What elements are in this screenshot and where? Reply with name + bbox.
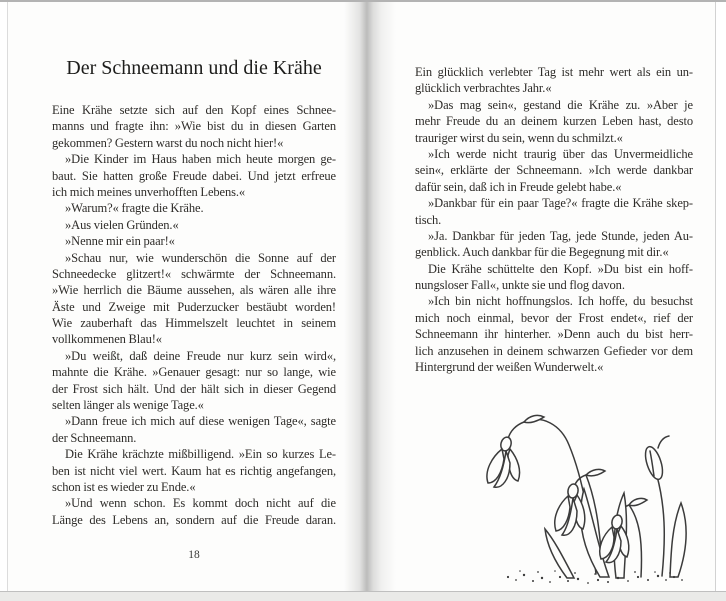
snowdrop-bud [642, 445, 666, 482]
body-line: Schneemann ihr hinterher. »Denn auch du bist herr- [415, 327, 693, 342]
body-line: »Dankbar für ein paar Tage?« fragte die Krähe skep- [428, 196, 693, 211]
body-line: tisch. [415, 212, 442, 227]
body-line: »Schau nur, wie wunderschön die Sonne auf der [65, 250, 336, 265]
body-line: Äste und Zweige mit Puderzucker bestäubt worden! [52, 299, 336, 314]
body-line: »Dann freue ich mich auf diese wenigen Tage«, sagte [65, 414, 336, 429]
right-page-edge [715, 2, 716, 591]
body-line: Die Krähe krächzte mißbilligend. »Ein so kurzes Le- [65, 447, 336, 462]
left-page-text [52, 102, 336, 528]
ground-speckles [507, 570, 683, 584]
stem-4 [657, 476, 664, 576]
right-page-text [415, 64, 693, 375]
body-line: »Aus vielen Gründen.« [65, 217, 179, 232]
body-line: dafür sein, daß ich in Freude gelebt habe.« [415, 179, 622, 194]
body-line: trauriger wirst du sein, wenn du schmilzt.« [415, 130, 623, 145]
body-line: »Ich werde nicht traurig über das Unvermeidliche [428, 146, 693, 161]
body-line: schon ist es wieder zu Ende.« [52, 479, 196, 494]
body-line: gekommen? Gestern warst du noch nicht hier!« [52, 135, 284, 150]
body-line: nungsloser Fall«, unkte sie und flog davon. [415, 278, 625, 293]
body-line: ich mich meines unverhofften Lebens.« [52, 184, 246, 199]
snowdrop-flower [487, 436, 520, 487]
page-number: 18 [188, 549, 200, 561]
stem-3 [629, 505, 642, 577]
book-top-edge [0, 0, 726, 2]
snowdrop-flower [555, 483, 585, 535]
body-line: Länge des Lebens an, sondern auf die Freude daran. [52, 512, 336, 527]
body-line: Eine Krähe setzte sich auf den Kopf eines Schnee- [52, 103, 336, 117]
body-line: glücklich verbrachtes Jahr.« [415, 81, 552, 96]
body-line: mehr Freude du an deinem kurzen Leben hast, desto [415, 114, 693, 129]
body-line: Hintergrund der weißen Wunderwelt.« [415, 360, 604, 375]
left-page-edge [7, 2, 8, 591]
body-line: baut. Sie hatten große Freude dabei. Und jetzt erfreue [52, 168, 336, 183]
body-line: genblick. Auch dankbar für die Begegnung mit dir.« [415, 245, 669, 260]
body-line: »Das mag sein«, gestand die Krähe zu. »Aber je [428, 97, 693, 112]
body-line: »Ich bin nicht hoffnungslos. Ich hoffe, du besuchst [428, 294, 693, 309]
body-line: lich anzusehen in deinem schwarzen Gefieder vor dem [415, 343, 693, 358]
body-line: Die Krähe schüttelte den Kopf. »Du bist ein hoff- [428, 261, 693, 276]
body-line: manns und fragte ihn: »Wie bist du in diesen Garten [52, 119, 336, 134]
snowdrop-illustration [450, 380, 708, 592]
body-line: »Ja. Dankbar für jeden Tag, jede Stunde, jeden Au- [428, 228, 693, 243]
body-line: der Schneemann. [52, 430, 137, 445]
body-line: Schneedecke glitzert!« schwärmte der Schneemann. [52, 266, 336, 281]
body-line: »Wie herrlich die Bäume aussehen, als wären alle ihre [52, 283, 336, 298]
body-line: »Warum?« fragte die Krähe. [65, 201, 204, 216]
body-line: vollkommenen Blau!« [52, 332, 162, 347]
leaf [670, 503, 686, 577]
spine-shadow [344, 2, 396, 591]
body-line: »Nenne mir ein paar!« [65, 234, 175, 249]
leaf [545, 529, 574, 578]
body-line: mich noch einmal, bevor der Frost endet«, rief der [415, 310, 693, 325]
body-line: Wie zauberhaft das Himmelszelt leuchtet in seinem [52, 316, 336, 331]
chapter-title: Der Schneemann und die Krähe [66, 57, 322, 79]
body-line: »Du weißt, daß deine Freude nur kurz sein wird«, [65, 348, 336, 363]
body-line: Ein glücklich verlebter Tag ist mehr wert als ein un- [415, 65, 693, 79]
body-line: sein«, erklärte der Schneemann. »Ich werde dankbar [415, 163, 693, 178]
body-line: selten länger als wenige Tage.« [52, 398, 204, 413]
body-line: mahnte die Krähe. »Genauer gesagt: nur so lange, wie [52, 365, 336, 380]
body-line: der Frost sich hält. Und der hält sich in dieser Gegend [52, 381, 336, 396]
body-line: ben ist nicht viel wert. Kaum hat es richtig angefangen, [52, 463, 336, 478]
body-line: »Die Kinder im Haus haben mich heute morgen ge- [65, 152, 336, 167]
body-line: »Und wenn schon. Es kommt doch nicht auf die [65, 496, 336, 511]
